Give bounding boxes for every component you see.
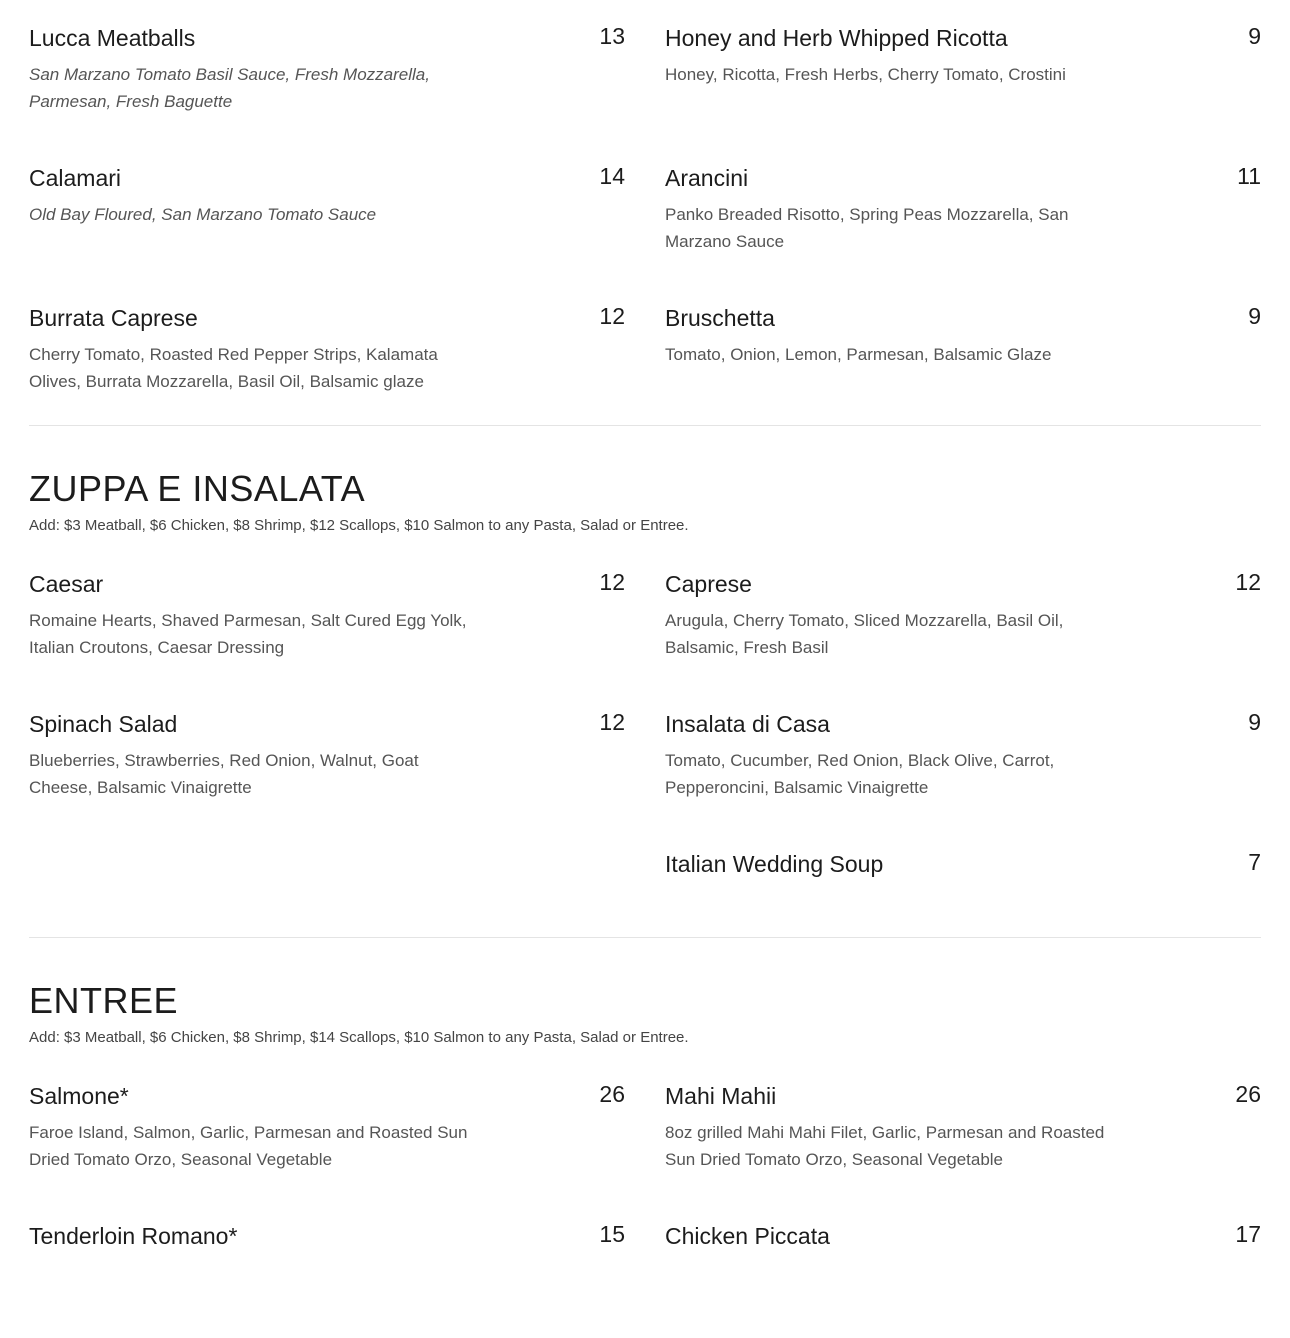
- item-price: 12: [599, 569, 625, 595]
- item-name: Honey and Herb Whipped Ricotta: [665, 25, 1008, 51]
- item-price: 9: [1248, 709, 1261, 735]
- section-divider: [29, 937, 1261, 938]
- item-description: Panko Breaded Risotto, Spring Peas Mozzarella, San Marzano Sauce: [665, 205, 1069, 251]
- item-description: Honey, Ricotta, Fresh Herbs, Cherry Tomato, Crostini: [665, 65, 1066, 84]
- item-price: 13: [599, 23, 625, 49]
- menu-item: [665, 1058, 1261, 1198]
- entree-left-column: [29, 1058, 625, 1338]
- zuppa-right-column: [665, 546, 1261, 966]
- item-description: Cherry Tomato, Roasted Red Pepper Strips, Kalamata Olives, Burrata Mozzarella, Basil Oil, Balsamic glaze: [29, 345, 438, 391]
- item-price: 26: [1235, 1081, 1261, 1107]
- item-name: Mahi Mahii: [665, 1083, 777, 1109]
- item-price: 11: [1237, 163, 1261, 189]
- item-name: Italian Wedding Soup: [665, 851, 884, 877]
- item-price: 12: [599, 709, 625, 735]
- item-name: Burrata Caprese: [29, 305, 198, 331]
- zuppa-left-column: [29, 546, 625, 966]
- item-price: 26: [599, 1081, 625, 1107]
- menu-item: [29, 1058, 625, 1198]
- menu-item: [665, 686, 1261, 826]
- menu-item: [665, 140, 1261, 280]
- item-description: Tomato, Onion, Lemon, Parmesan, Balsamic Glaze: [665, 345, 1052, 364]
- item-description: Arugula, Cherry Tomato, Sliced Mozzarella, Basil Oil, Balsamic, Fresh Basil: [665, 611, 1064, 657]
- item-name: Lucca Meatballs: [29, 25, 196, 51]
- item-name: Salmone*: [29, 1083, 129, 1109]
- item-description: 8oz grilled Mahi Mahi Filet, Garlic, Parmesan and Roasted Sun Dried Tomato Orzo, Seasonal Vegetable: [665, 1123, 1105, 1169]
- item-name: Calamari: [29, 165, 122, 191]
- item-description: Faroe Island, Salmon, Garlic, Parmesan and Roasted Sun Dried Tomato Orzo, Seasonal Vegetable: [29, 1123, 468, 1169]
- item-price: 15: [599, 1221, 625, 1247]
- menu-item: [665, 826, 1261, 966]
- menu-item: [29, 1198, 625, 1338]
- item-description: Old Bay Floured, San Marzano Tomato Sauce: [29, 205, 377, 224]
- item-name: Insalata di Casa: [665, 711, 830, 737]
- item-price: 9: [1248, 23, 1261, 49]
- item-price: 12: [1235, 569, 1261, 595]
- section-divider: [29, 425, 1261, 426]
- entree-right-column: [665, 1058, 1261, 1338]
- item-description: Romaine Hearts, Shaved Parmesan, Salt Cured Egg Yolk, Italian Croutons, Caesar Dressing: [29, 611, 467, 657]
- appetizers-section: [29, 0, 1261, 420]
- section-note: Add: $3 Meatball, $6 Chicken, $8 Shrimp, $14 Scallops, $10 Salmon to any Pasta, Salad or Entree.: [29, 1029, 689, 1046]
- item-name: Arancini: [665, 165, 749, 191]
- menu-item: [29, 280, 625, 420]
- menu-item: [29, 686, 625, 826]
- item-name: Chicken Piccata: [665, 1223, 830, 1249]
- menu-item: [665, 0, 1261, 140]
- item-description: San Marzano Tomato Basil Sauce, Fresh Mozzarella, Parmesan, Fresh Baguette: [29, 65, 430, 111]
- item-price: 14: [599, 163, 625, 189]
- item-name: Spinach Salad: [29, 711, 178, 737]
- item-price: 17: [1235, 1221, 1261, 1247]
- zuppa-section: [29, 546, 1261, 966]
- item-price: 12: [599, 303, 625, 329]
- menu-item: [665, 280, 1261, 420]
- menu-item: [665, 1198, 1261, 1338]
- item-name: Tenderloin Romano*: [29, 1223, 238, 1249]
- menu-item: [29, 546, 625, 686]
- item-name: Caprese: [665, 571, 752, 597]
- item-description: Tomato, Cucumber, Red Onion, Black Olive, Carrot, Pepperoncini, Balsamic Vinaigrette: [665, 751, 1055, 797]
- item-name: Caesar: [29, 571, 104, 597]
- section-title: ZUPPA E INSALATA: [29, 468, 366, 509]
- item-price: 9: [1248, 303, 1261, 329]
- item-price: 7: [1248, 849, 1261, 875]
- menu-item: [29, 0, 625, 140]
- item-description: Blueberries, Strawberries, Red Onion, Walnut, Goat Cheese, Balsamic Vinaigrette: [29, 751, 419, 797]
- appetizers-left-column: [29, 0, 625, 420]
- appetizers-right-column: [665, 0, 1261, 420]
- item-name: Bruschetta: [665, 305, 775, 331]
- section-note: Add: $3 Meatball, $6 Chicken, $8 Shrimp, $12 Scallops, $10 Salmon to any Pasta, Salad or Entree.: [29, 517, 689, 534]
- entree-section: [29, 1058, 1261, 1338]
- section-title: ENTREE: [29, 980, 179, 1021]
- menu-item: [29, 140, 625, 280]
- menu-item: [665, 546, 1261, 686]
